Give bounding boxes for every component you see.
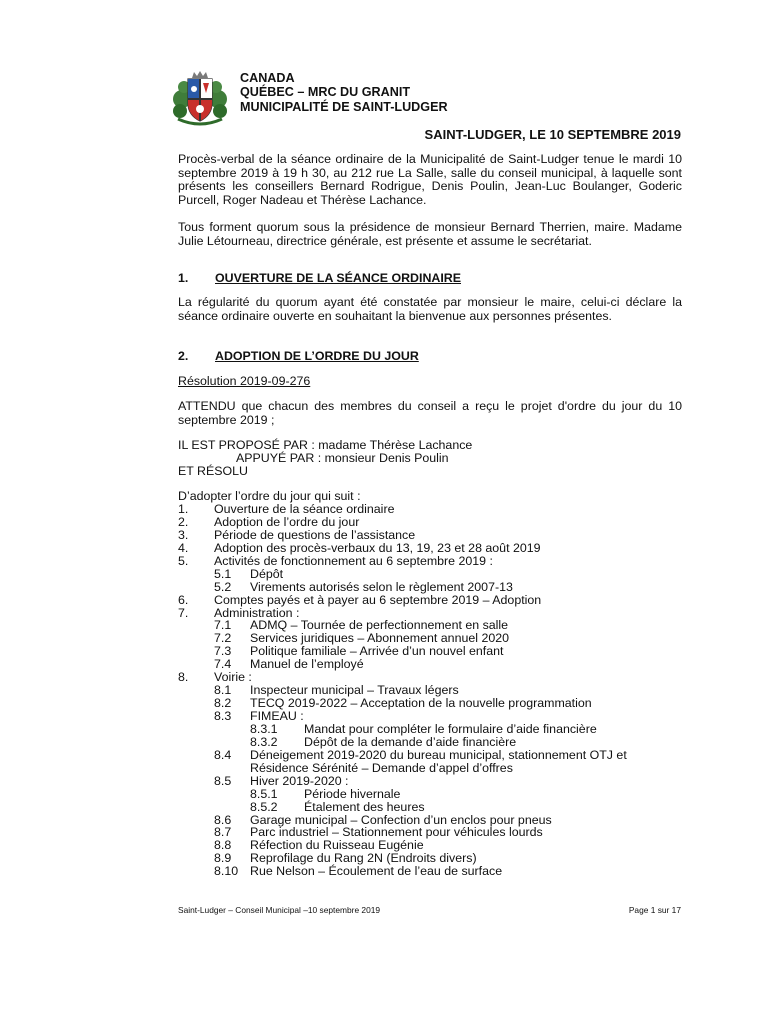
agenda-item-number: 8.2 <box>214 696 232 711</box>
agenda-intro: D’adopter l’ordre du jour qui suit : <box>178 489 361 503</box>
section-1-text: La régularité du quorum ayant été constatée par monsieur le maire, celui-ci déclare la séance ordinaire ouverte en souhaitant la bienvenue aux personnes présentes. <box>178 295 682 323</box>
header-province-mrc: QUÉBEC – MRC DU GRANIT <box>240 85 411 100</box>
agenda-item-number: 8.5.1 <box>250 786 278 801</box>
agenda-item-text: TECQ 2019-2022 – Acceptation de la nouvelle programmation <box>250 696 592 711</box>
agenda-item <box>178 788 688 801</box>
agenda-item-number: 8. <box>178 670 189 685</box>
agenda-item-text: Réfection du Ruisseau Eugénie <box>250 838 424 853</box>
attendu-paragraph: ATTENDU que chacun des membres du conseil a reçu le projet d'ordre du jour du 10 septembre 2019 ; <box>178 399 682 427</box>
agenda-item-number: 5. <box>178 553 189 568</box>
agenda-item <box>178 516 688 529</box>
agenda-item-number: 8.3 <box>214 709 232 723</box>
agenda-item <box>178 555 688 568</box>
agenda-item-text: FIMEAU : <box>250 709 304 723</box>
agenda-item <box>178 581 688 594</box>
agenda-item-number: 4. <box>178 540 189 555</box>
agenda-item-number: 8.5.2 <box>250 799 278 814</box>
agenda-item-number: 8.4 <box>214 747 232 762</box>
section-number: 2. <box>178 349 189 363</box>
agenda-item-text: Manuel de l’employé <box>250 657 364 672</box>
resolved-line: ET RÉSOLU <box>178 464 249 478</box>
agenda-item <box>178 503 688 516</box>
crest-crown <box>192 71 208 78</box>
agenda-item-text: Rue Nelson – Écoulement de l’eau de surface <box>250 864 503 879</box>
agenda-item-number: 7.2 <box>214 631 232 646</box>
agenda-item-text: Politique familiale – Arrivée d’un nouvel enfant <box>250 644 504 659</box>
agenda-item-number: 6. <box>178 592 189 607</box>
agenda-item-number: 8.3.1 <box>250 721 278 736</box>
agenda-item-number: 7.3 <box>214 644 232 659</box>
seconded-by: APPUYÉ PAR : monsieur Denis Poulin <box>236 451 449 465</box>
agenda-item-text: Adoption des procès-verbaux du 13, 19, 23 et 28 août 2019 <box>214 540 541 555</box>
agenda-item-number: 8.7 <box>214 825 232 840</box>
agenda-item-text: Reprofilage du Rang 2N (Endroits divers) <box>250 851 477 866</box>
agenda-item-number: 8.8 <box>214 838 232 853</box>
agenda-item-number: 8.5 <box>214 773 232 788</box>
section-2-heading <box>178 349 419 363</box>
agenda-item-number: 8.9 <box>214 851 232 866</box>
proposed-by: IL EST PROPOSÉ PAR : madame Thérèse Lachance <box>178 438 473 452</box>
agenda-item-number: 8.3.2 <box>250 734 278 749</box>
intro-paragraph: Procès-verbal de la séance ordinaire de la Municipalité de Saint-Ludger tenue le mardi 10 septembre 2019 à 19 h 30, au 212 rue La Salle, salle du conseil municipal, à laquelle sont présents les conseillers Bernard Rodrigue, Denis Poulin, Jean-Luc Boulanger, Goderic Purcell, Roger Nadeau et Thérèse Lachance. <box>178 152 682 208</box>
resolution-number: Résolution 2019-09-276 <box>178 374 311 388</box>
meeting-dateline: SAINT-LUDGER, LE 10 SEPTEMBRE 2019 <box>424 127 681 142</box>
agenda-item-text: Inspecteur municipal – Travaux légers <box>250 683 459 698</box>
agenda-item-number: 8.6 <box>214 812 232 827</box>
agenda-item-text: Virements autorisés selon le règlement 2007-13 <box>250 579 513 594</box>
quorum-paragraph: Tous forment quorum sous la présidence de monsieur Bernard Therrien, maire. Madame Julie Létourneau, directrice générale, est présente et assume le secrétariat. <box>178 220 682 248</box>
agenda-item-number: 3. <box>178 527 189 542</box>
agenda-item <box>178 723 688 736</box>
agenda-item <box>178 865 688 878</box>
agenda-item-text: Adoption de l’ordre du jour <box>214 514 360 529</box>
agenda-item-text: Services juridiques – Abonnement annuel 2020 <box>250 631 510 646</box>
footer-page-number: Page 1 sur 17 <box>628 905 681 915</box>
agenda-list <box>178 503 688 878</box>
agenda-item-text: Comptes payés et à payer au 6 septembre 2019 – Adoption <box>214 592 542 607</box>
coat-of-arms-icon <box>172 71 228 127</box>
agenda-item-text: Parc industriel – Stationnement pour véhicules lourds <box>250 825 543 840</box>
agenda-item-number: 7.1 <box>214 618 232 633</box>
section-number: 1. <box>178 271 189 285</box>
agenda-item <box>178 542 688 555</box>
document-header <box>240 71 448 114</box>
agenda-item <box>178 594 688 607</box>
agenda-item-text: Voirie : <box>214 670 252 685</box>
agenda-item-number: 8.1 <box>214 683 232 698</box>
agenda-item-text: Dépôt de la demande d’aide financière <box>304 734 517 749</box>
agenda-item-number: 1. <box>178 502 189 516</box>
agenda-item <box>178 762 688 775</box>
agenda-item <box>178 801 688 814</box>
header-country: CANADA <box>240 71 295 85</box>
footer-left: Saint-Ludger – Conseil Municipal –10 septembre 2019 <box>178 905 381 915</box>
agenda-item-number: 8.10 <box>214 864 239 879</box>
agenda-item <box>178 568 688 581</box>
agenda-item-number: 7. <box>178 605 189 620</box>
agenda-item-text: Résidence Sérénité – Demande d’appel d’offres <box>250 760 513 775</box>
agenda-item <box>178 749 688 762</box>
agenda-item-text: Étalement des heures <box>304 799 425 814</box>
agenda-item-number: 5.1 <box>214 566 232 581</box>
agenda-item-text: Mandat pour compléter le formulaire d’aide financière <box>304 721 597 736</box>
agenda-item <box>178 710 688 723</box>
agenda-item-number: 5.2 <box>214 579 232 594</box>
agenda-item-number: 7.4 <box>214 657 232 672</box>
section-1-heading <box>178 271 461 285</box>
section-title: OUVERTURE DE LA SÉANCE ORDINAIRE <box>215 271 461 285</box>
agenda-item-text: Période de questions de l’assistance <box>214 527 416 542</box>
agenda-item <box>178 736 688 749</box>
agenda-item <box>178 529 688 542</box>
agenda-item-number: 2. <box>178 514 189 529</box>
agenda-item <box>178 658 688 671</box>
agenda-item-text: Activités de fonctionnement au 6 septembre 2019 : <box>214 553 493 568</box>
agenda-item-text: ADMQ – Tournée de perfectionnement en salle <box>250 618 509 633</box>
agenda-item <box>178 775 688 788</box>
agenda-item-text: Hiver 2019-2020 : <box>250 773 349 788</box>
section-title: ADOPTION DE L’ORDRE DU JOUR <box>215 349 419 363</box>
agenda-item-text: Garage municipal – Confection d’un enclos pour pneus <box>250 812 552 827</box>
agenda-item-text: Administration : <box>214 605 300 620</box>
agenda-item-text: Dépôt <box>250 566 284 581</box>
header-municipality: MUNICIPALITÉ DE SAINT-LUDGER <box>240 99 448 114</box>
agenda-item-text: Période hivernale <box>304 786 401 801</box>
agenda-item-text: Déneigement 2019-2020 du bureau municipal, stationnement OTJ et <box>250 747 627 762</box>
agenda-item-text: Ouverture de la séance ordinaire <box>214 502 395 516</box>
